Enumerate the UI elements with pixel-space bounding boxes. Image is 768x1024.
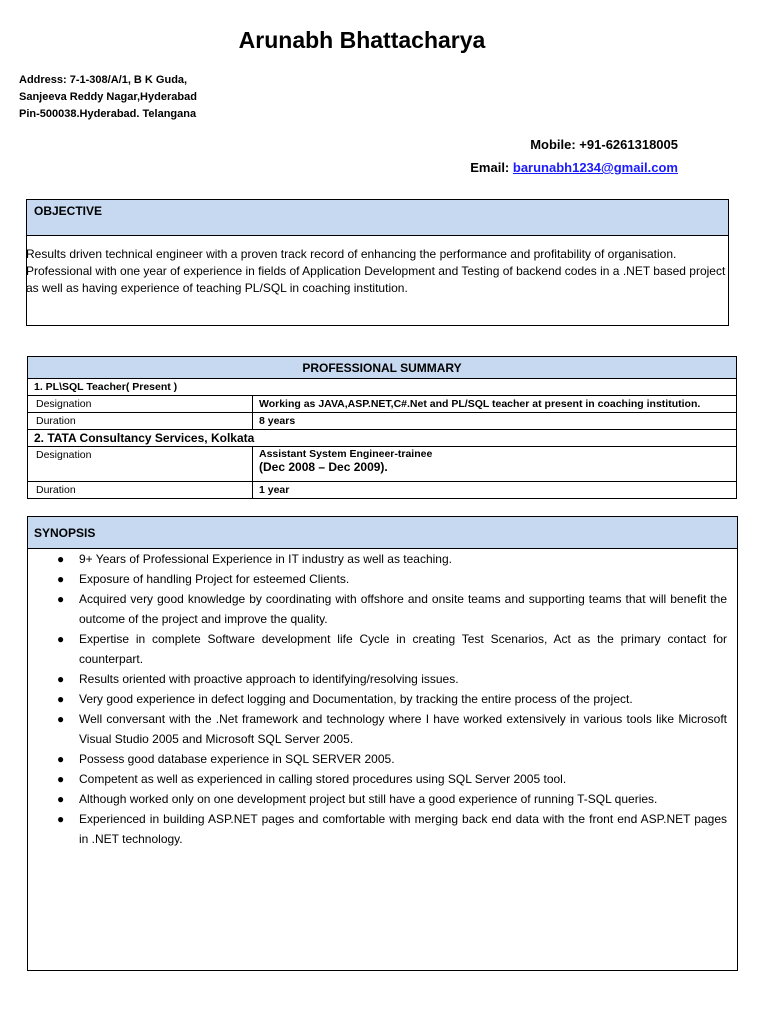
synopsis-item	[28, 669, 737, 689]
candidate-name: Arunabh Bhattacharya	[238, 27, 486, 53]
professional-summary-table	[27, 356, 737, 499]
bullet-icon: ●	[57, 712, 65, 726]
job-title: 1. PL\SQL Teacher( Present )	[28, 379, 737, 396]
synopsis-item	[28, 809, 737, 849]
synopsis-item-text: Experienced in building ASP.NET pages and comfortable with merging back end data with the front end ASP.NET pages in .NET technology.	[79, 812, 727, 846]
synopsis-item	[28, 549, 737, 569]
objective-body	[26, 236, 728, 297]
address-block	[19, 72, 197, 123]
synopsis-item-text: Very good experience in defect logging and Documentation, by tracking the entire process of the project.	[79, 692, 633, 706]
bullet-icon: ●	[57, 792, 65, 806]
email-link[interactable]: barunabh1234@gmail.com	[512, 160, 678, 175]
synopsis-item-text: Although worked only on one development project but still have a good experience of running T-SQL queries.	[79, 792, 658, 806]
synopsis-item	[28, 789, 737, 809]
synopsis-item-text: 9+ Years of Professional Experience in IT industry as well as teaching.	[79, 552, 452, 566]
bullet-icon: ●	[57, 752, 65, 766]
mobile-number: Mobile: +91-6261318005	[530, 137, 678, 152]
employment-dates: (Dec 2008 – Dec 2009).	[259, 460, 388, 474]
bullet-icon: ●	[57, 692, 65, 706]
address-line: Sanjeeva Reddy Nagar,Hyderabad	[19, 91, 197, 103]
address-line: Address: 7-1-308/A/1, B K Guda,	[19, 74, 188, 86]
synopsis-list	[28, 549, 737, 849]
bullet-icon: ●	[57, 772, 65, 786]
synopsis-item	[28, 569, 737, 589]
bullet-icon: ●	[57, 632, 65, 646]
professional-summary-section	[27, 356, 737, 499]
email-line	[470, 160, 678, 175]
email-label: Email:	[470, 160, 513, 175]
bullet-icon: ●	[57, 672, 65, 686]
designation-cell	[253, 447, 737, 482]
duration-label: Duration	[28, 482, 253, 499]
summary-heading: PROFESSIONAL SUMMARY	[28, 357, 737, 379]
address-line: Pin-500038.Hyderabad. Telangana	[19, 108, 197, 120]
objective-paragraph: Results driven technical engineer with a proven track record of enhancing the performance and profitability of organisation.	[26, 247, 677, 261]
bullet-icon: ●	[57, 812, 65, 826]
job-title: 2. TATA Consultancy Services, Kolkata	[28, 430, 737, 447]
synopsis-section	[27, 516, 738, 971]
objective-paragraph: Professional with one year of experience in fields of Application Development and Testing of backend codes in a .NET based project as well as having experience of teaching PL/SQL in coaching institution.	[26, 264, 726, 295]
duration-value: 8 years	[253, 413, 737, 430]
synopsis-item	[28, 629, 737, 669]
synopsis-item	[28, 709, 737, 749]
objective-section	[26, 199, 729, 326]
synopsis-item-text: Expertise in complete Software development life Cycle in creating Test Scenarios, Act as the primary contact for counterpart.	[79, 632, 727, 666]
duration-value: 1 year	[253, 482, 737, 499]
bullet-icon: ●	[57, 552, 65, 566]
synopsis-item-text: Results oriented with proactive approach to identifying/resolving issues.	[79, 672, 459, 686]
synopsis-item	[28, 589, 737, 629]
designation-label: Designation	[28, 396, 253, 413]
synopsis-item-text: Well conversant with the .Net framework and technology where I have worked extensively in various tools like Microsoft Visual Studio 2005 and Microsoft SQL Server 2005.	[79, 712, 727, 746]
synopsis-heading: SYNOPSIS	[28, 517, 737, 549]
synopsis-item-text: Competent as well as experienced in calling stored procedures using SQL Server 2005 tool.	[79, 772, 567, 786]
objective-heading: OBJECTIVE	[27, 200, 728, 236]
duration-label: Duration	[28, 413, 253, 430]
synopsis-item	[28, 689, 737, 709]
synopsis-item-text: Possess good database experience in SQL SERVER 2005.	[79, 752, 395, 766]
designation-value: Working as JAVA,ASP.NET,C#.Net and PL/SQL teacher at present in coaching institution.	[253, 396, 737, 413]
designation-value: Assistant System Engineer-trainee	[259, 448, 433, 460]
synopsis-item-text: Exposure of handling Project for esteemed Clients.	[79, 572, 350, 586]
designation-label: Designation	[28, 447, 253, 482]
synopsis-item	[28, 769, 737, 789]
bullet-icon: ●	[57, 572, 65, 586]
synopsis-item	[28, 749, 737, 769]
bullet-icon: ●	[57, 592, 65, 606]
synopsis-item-text: Acquired very good knowledge by coordinating with offshore and onsite teams and supporting teams that will benefit the outcome of the project and improve the quality.	[79, 592, 727, 626]
